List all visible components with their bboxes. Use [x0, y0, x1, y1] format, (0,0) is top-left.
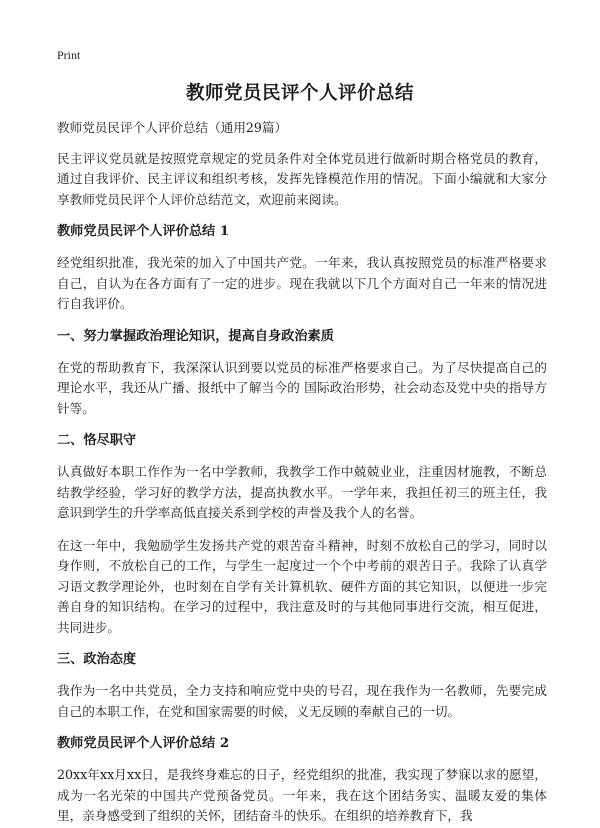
section-1-title: 教师党员民评个人评价总结 1 — [57, 224, 230, 239]
intro-paragraph: 民主评议党员就是按照党章规定的党员条件对全体党员进行做新时期合格党员的教育，通过自我评价、民主评议和组织考核，发挥先锋模范作用的情况。下面小编就和大家分享教师党员民评个人评价总结范文，欢迎前来阅读。 — [57, 150, 547, 207]
document-body — [57, 118, 547, 828]
heading-political-attitude: 三、政治态度 — [57, 652, 137, 667]
political-attitude-paragraph: 我作为一名中共党员，全力支持和响应党中央的号召，现在我作为一名教师，先要完成自己的本职工作，在党和国家需要的时候，义无反顾的奉献自己的一切。 — [57, 683, 547, 719]
heading-duty: 二、恪尽职守 — [57, 433, 137, 448]
political-theory-paragraph: 在党的帮助教育下，我深深认识到要以党员的标准严格要求自己。为了尽快提高自己的理论水平，我还从广播、报纸中了解当今的 国际政治形势，社会动态及党中央的指导方针等。 — [57, 359, 547, 416]
heading-political-theory: 一、努力掌握政治理论知识，提高自身政治素质 — [57, 328, 334, 344]
section-1-paragraph: 经党组织批准，我光荣的加入了中国共产党。一年来，我认真按照党员的标准严格要求自己，自认为在各方面有了一定的进步。现在我就以下几个方面对自己一年来的情况进行自我评价。 — [57, 255, 547, 311]
print-label: Print — [57, 48, 81, 62]
section-2-title: 教师党员民评个人评价总结 2 — [57, 736, 230, 751]
document-title: 教师党员民评个人评价总结 — [185, 83, 414, 104]
document-subtitle: 教师党员民评个人评价总结（通用29篇） — [57, 120, 288, 135]
duty-paragraph-1: 认真做好本职工作作为一名中学教师，我教学工作中兢兢业业，注重因材施教，不断总结教学经验，学习好的教学方法，提高执教水平。一学年来，我担任初三的班主任，我意识到学生的升学率高低直接关系到学校的声誉及我个人的名誉。 — [57, 464, 547, 520]
section-2-paragraph: 20xx年xx月xx日，是我终身难忘的日子，经党组织的批准，我实现了梦寐以求的愿望，成为一名光荣的中国共产党预备党员。一年来，我在这个团结务实、温暖友爱的集体里，亲身感受到了组织的关怀，团结奋斗的快乐。在组织的培养教育下，我 — [57, 767, 547, 823]
duty-paragraph-2: 在这一年中，我勉励学生发扬共产党的艰苦奋斗精神，时刻不放松自己的学习，同时以身作则，不放松自己的工作，与学生一起度过一个个中考前的艰苦日子。我除了认真学习语文教学理论外，也时刻在自学有关计算机软、硬件方面的其它知识，以便进一步完善自身的知识结构。在学习的过程中，我注意及时的与其他同事进行交流，相互促进，共同进步。 — [57, 537, 547, 635]
